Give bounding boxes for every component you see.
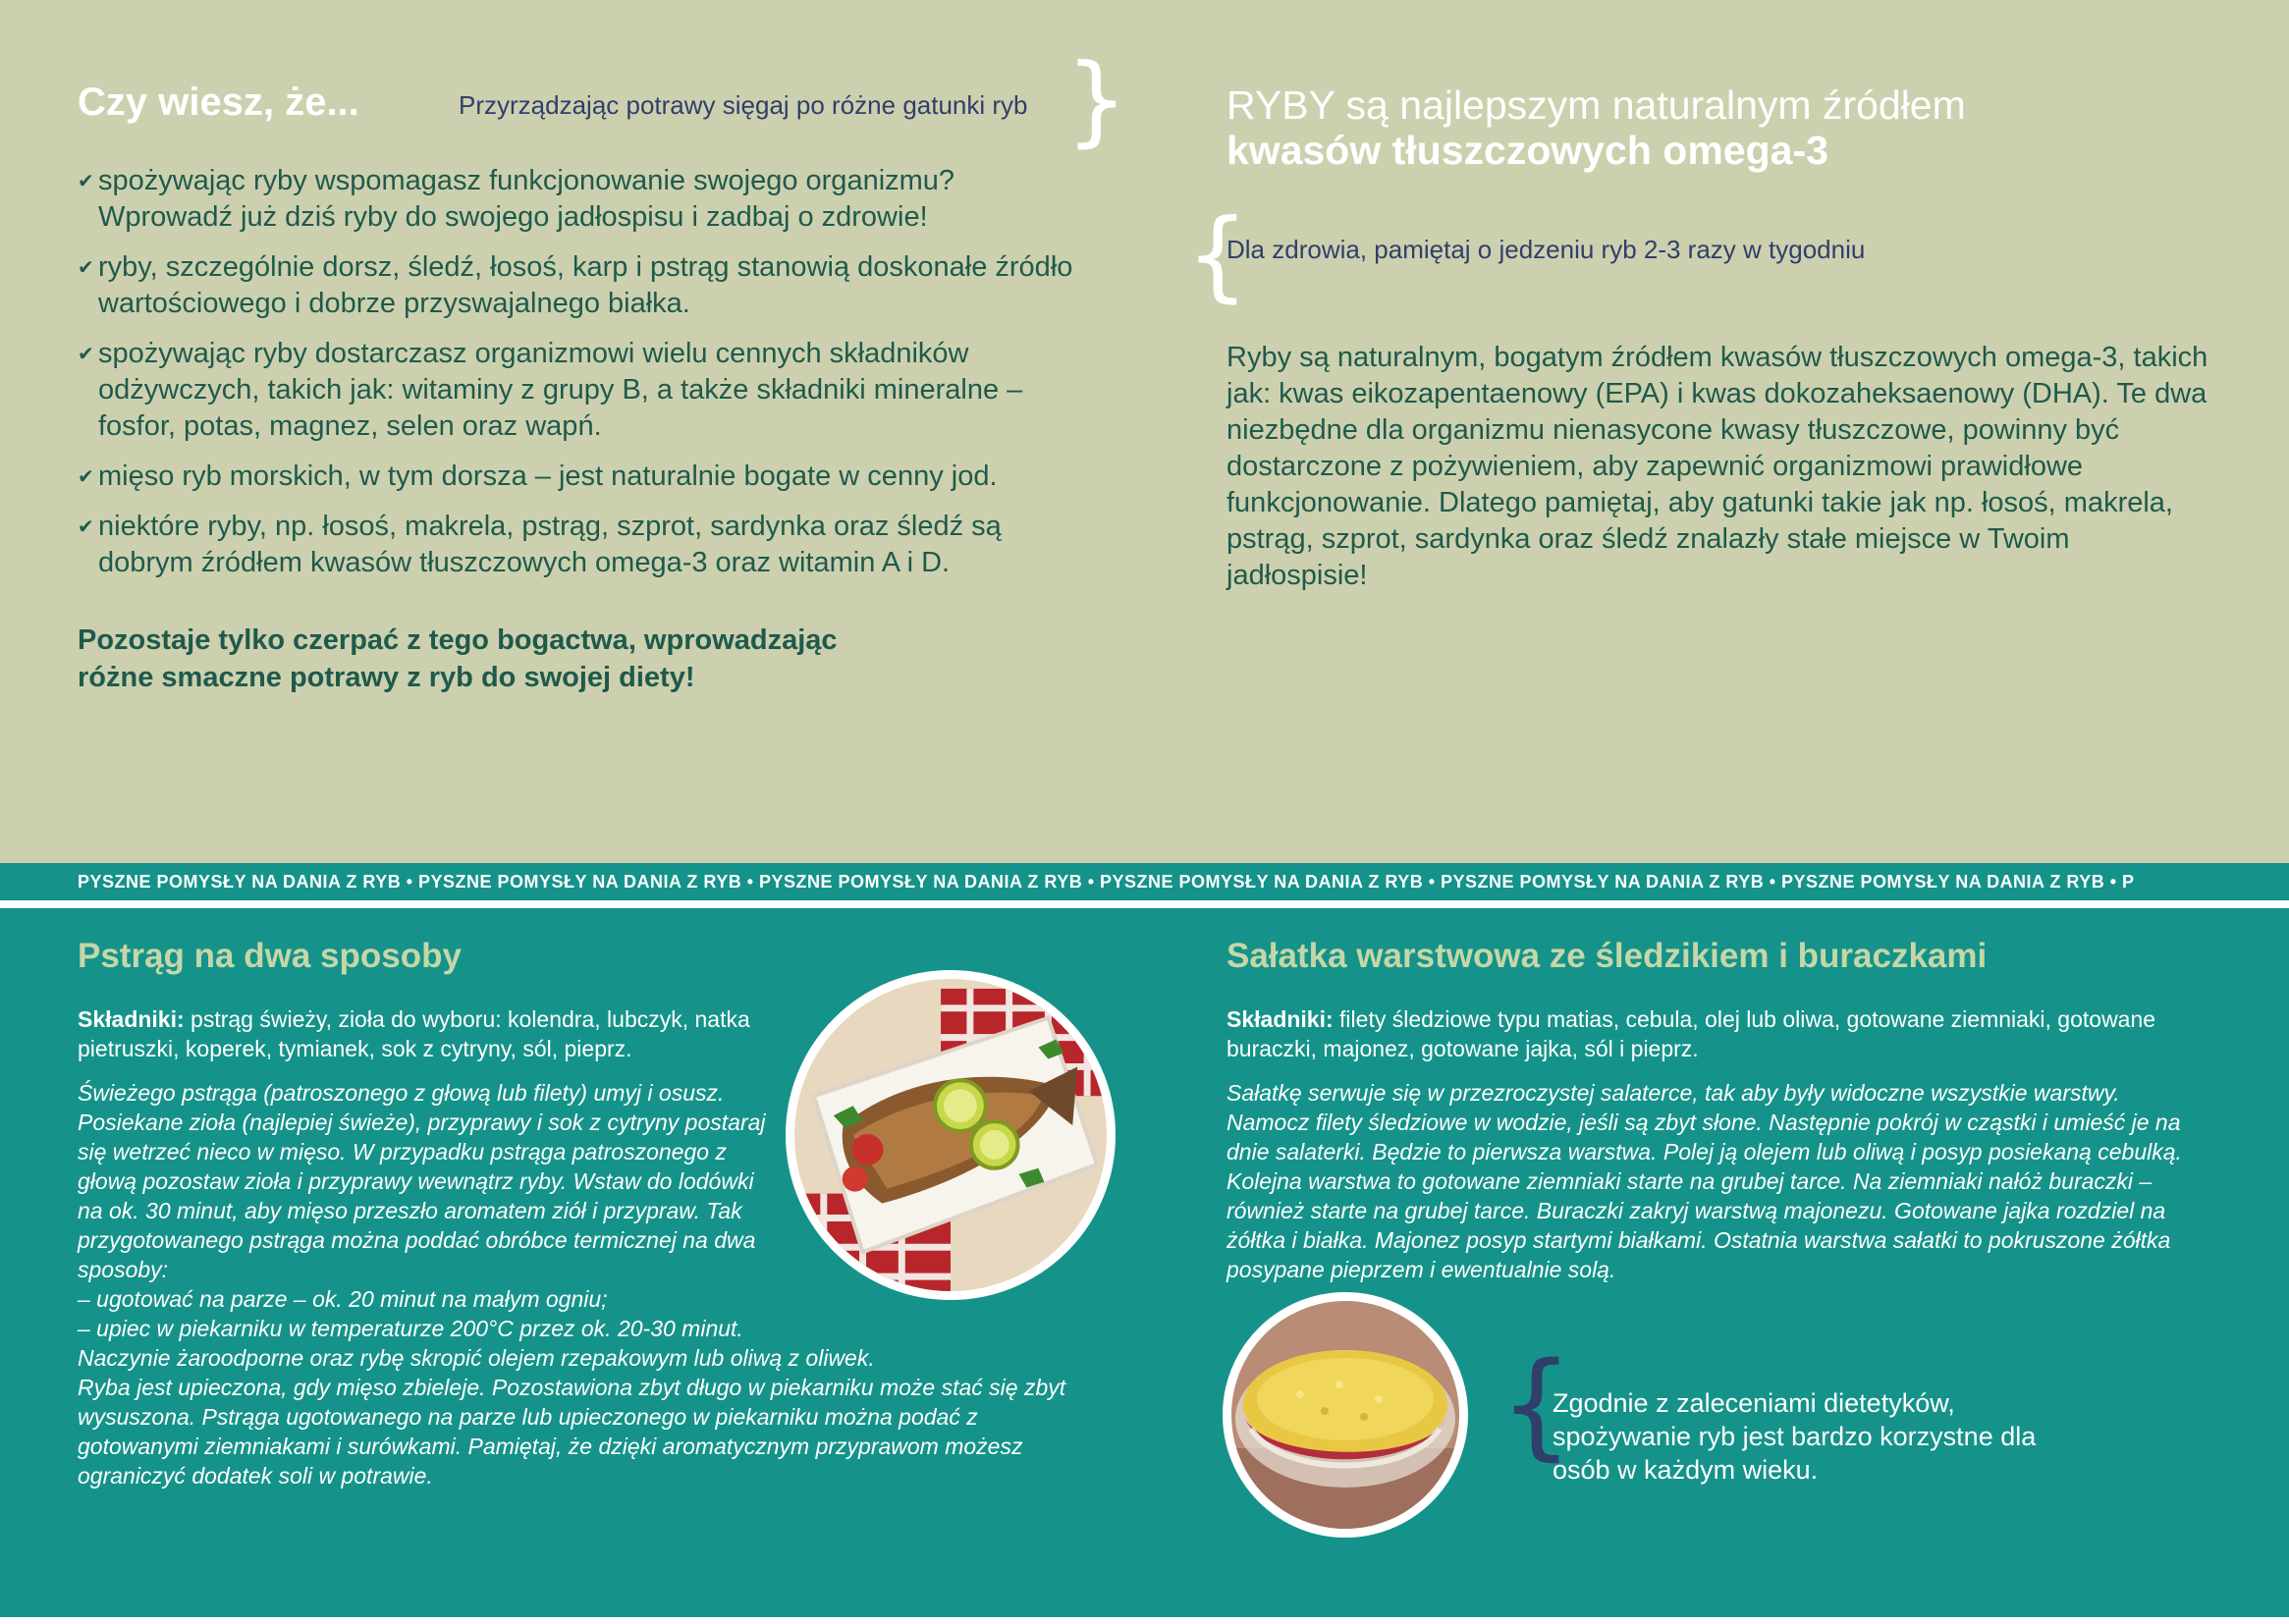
fact-item: ✔ spożywając ryby wspomagasz funkcjonowanie swojego organizmu? Wprowadź już dziś ryby do swojego jadłospisu i zadbaj o zdrowie! <box>78 165 955 233</box>
check-icon: ✔ <box>78 466 94 488</box>
check-icon: ✔ <box>78 516 94 538</box>
layered-salad-photo <box>1223 1292 1468 1538</box>
check-icon: ✔ <box>78 171 94 192</box>
recipe-herring-salad-ingredients: Składniki: filety śledziowe typu matias, cebula, olej lub oliwa, gotowane ziemniaki, gotowane buraczki, majonez, gotowane jajka, sól i pieprz. <box>1226 1006 2156 1061</box>
facts-list <box>78 163 1079 595</box>
recipe-trout-title: Pstrąg na dwa sposoby <box>78 937 462 975</box>
did-you-know-title: Czy wiesz, że... <box>78 81 359 124</box>
fact-item: ✔ spożywając ryby dostarczasz organizmowi wielu cennych składników odżywczych, takich jak: witaminy z grupy B, a także składniki mineralne – fosfor, potas, magnez, selen oraz wapń. <box>78 338 1023 442</box>
left-brace-icon: { <box>1499 1336 1574 1472</box>
check-icon: ✔ <box>78 344 94 365</box>
check-icon: ✔ <box>78 257 94 279</box>
omega3-title: RYBY są najlepszym naturalnym źródłem kwasów tłuszczowych omega-3 <box>1226 82 1966 173</box>
fact-item: ✔ ryby, szczególnie dorsz, śledź, łosoś, karp i pstrąg stanowią doskonałe źródło wartościowego i dobrze przyswajalnego białka. <box>78 251 1073 319</box>
recipe-herring-salad-title: Sałatka warstwowa ze śledzikiem i buraczkami <box>1226 937 1988 975</box>
trout-dish-illustration <box>794 979 1107 1291</box>
divider-line <box>0 900 2289 908</box>
recipe-trout-ingredients: Składniki: pstrąg świeży, zioła do wyboru: kolendra, lubczyk, natka pietruszki, koperek, tymianek, sok z cytryny, sól, pieprz. <box>78 1006 750 1061</box>
recipe-trout-method: Świeżego pstrąga (patroszonego z głową lub filety) umyj i osusz. Posiekane zioła (najlepiej świeże), przyprawy i sok z cytryny postaraj się wetrzeć nieco w mięso. W przypadku pstrąga patroszonego z głową pozostaw zioła i przyprawy wewnątrz ryby. Wstaw do lodówki na ok. 30 minut, aby mięso przeszło aromatem ziół i przypraw. Tak przygotowanego pstrąga można poddać obróbce termicznej na dwa sposoby: – ugotować na parze – ok. 20 minut na małym ogniu; – upiec w piekarniku w temperaturze 200°C przez ok. 20-30 minut. Naczynie żaroodporne oraz rybę skropić olejem rzepakowym lub oliwą z oliwek. Ryba jest upieczona, gdy mięso zbieleje. Pozostawiona zbyt długo w piekarniku może stać się zbyt wysuszona. Pstrąga ugotowanego na parze lub upieczonego w piekarniku można podać z gotowanymi ziemniakami i surówkami. Pamiętaj, że dzięki aromatycznym przyprawom możesz ograniczyć dodatek soli w potrawie. <box>78 1080 1066 1489</box>
fact-item: ✔ niektóre ryby, np. łosoś, makrela, pstrąg, szprot, sardynka oraz śledź są dobrym źródłem kwasów tłuszczowych omega-3 oraz witamin A i D. <box>78 511 1002 578</box>
recipe-herring-salad-method: Sałatkę serwuje się w przezroczystej salaterce, tak aby były widoczne wszystkie warstwy. Namocz filety śledziowe w wodzie, jeśli są zbyt słone. Następnie pokrój w cząstki i umieść je na dnie salaterki. Będzie to pierwsza warstwa. Polej ją olejem lub oliwą i posyp posiekaną cebulką. Kolejna warstwa to gotowane ziemniaki starte na grubej tarce. Na ziemniaki nałóż buraczki – również starte na grubej tarce. Buraczki zakryj warstwą majonezu. Gotowane jajka rozdziel na żółtka i białka. Majonez posyp startymi białkami. Ostatnia warstwa sałatki to pokruszone żółtka posypane pieprzem i ewentualnie solą. <box>1226 1080 2182 1282</box>
footer-strip <box>0 1617 2289 1624</box>
banner-strip <box>0 863 2289 900</box>
eat-fish-tagline: Dla zdrowia, pamiętaj o jedzeniu ryb 2-3 razy w tygodniu <box>1226 235 1866 264</box>
omega3-body-text: Ryby są naturalnym, bogatym źródłem kwasów tłuszczowych omega-3, takich jak: kwas eikozapentaenowy (EPA) i kwas dokozaheksaenowy (DHA). Te dwa niezbędne dla organizmu nienasycone kwasy tłuszczowe, powinny być dostarczone z pożywieniem, aby zapewnić organizmowi prawidłowe funkcjonowanie. Dlatego pamiętaj, aby gatunki takie jak np. łosoś, makrela, pstrąg, szprot, sardynka oraz śledź znalazły stałe miejsce w Twoim jadłospisie! <box>1226 342 2208 591</box>
fact-item: ✔ mięso ryb morskich, w tym dorsza – jest naturalnie bogate w cenny jod. <box>78 459 1079 495</box>
right-brace-icon: } <box>1065 42 1128 157</box>
dietitian-quote: Zgodnie z zaleceniami dietetyków, spożywanie ryb jest bardzo korzystne dla osób w każdym wieku. <box>1553 1388 2037 1485</box>
layered-salad-illustration <box>1231 1301 1459 1529</box>
banner-text: PYSZNE POMYSŁY NA DANIA Z RYB • PYSZNE POMYSŁY NA DANIA Z RYB • PYSZNE POMYSŁY NA DANIA Z RYB • PYSZNE POMYSŁY NA DANIA Z RYB • PYSZNE POMYSŁY NA DANIA Z RYB • PYSZNE POMYSŁY NA DANIA Z RYB • P <box>78 872 2135 892</box>
fish-variety-tagline: Przyrządzając potrawy sięgaj po różne gatunki ryb <box>459 90 1028 120</box>
conclusion-text: Pozostaje tylko czerpać z tego bogactwa, wprowadzając różne smaczne potrawy z ryb do swojej diety! <box>78 624 838 693</box>
trout-dish-photo <box>786 970 1116 1300</box>
left-brace-icon: { <box>1186 197 1249 312</box>
